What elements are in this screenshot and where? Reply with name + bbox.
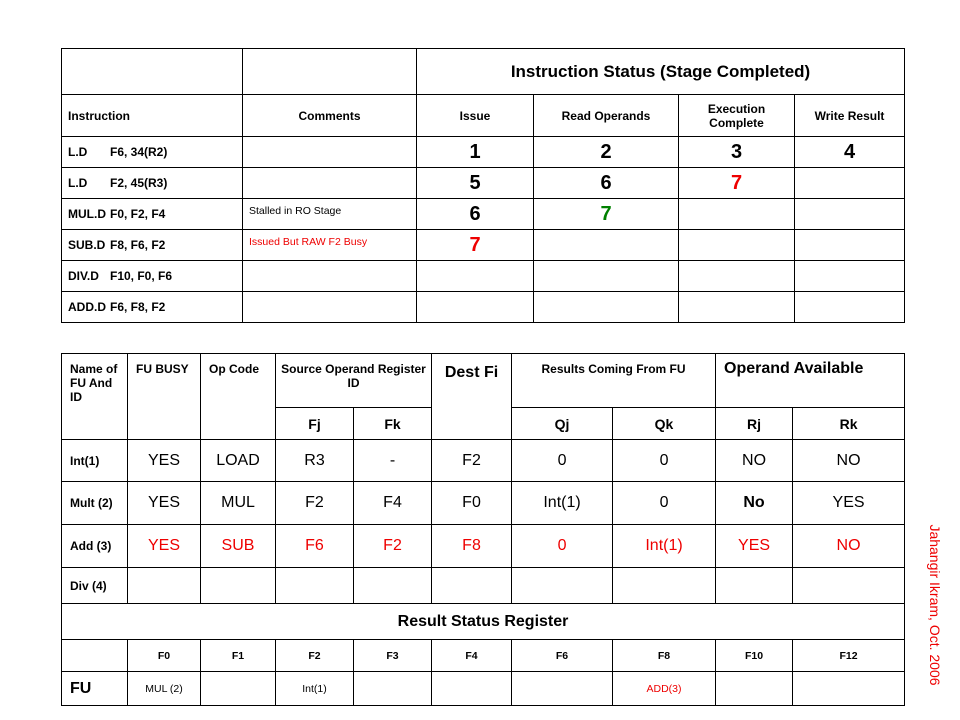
header-op-code: Op Code (201, 354, 276, 440)
instruction-cell (62, 137, 243, 168)
fi-cell: F8 (432, 525, 512, 568)
header-write-result: Write Result (795, 95, 905, 137)
header-read-operands: Read Operands (534, 95, 679, 137)
qk-cell: 0 (613, 440, 716, 482)
qj-cell: 0 (512, 440, 613, 482)
comment-cell (243, 292, 417, 323)
fi-cell: F2 (432, 440, 512, 482)
rk-cell (793, 568, 905, 604)
register-value-f6 (512, 672, 613, 706)
header-qk: Qk (613, 408, 716, 440)
fu-row (62, 482, 905, 525)
fu-row (62, 440, 905, 482)
instruction-opcode: MUL.D (68, 207, 106, 221)
fu-name-cell: Mult (2) (62, 482, 128, 525)
instruction-row (62, 137, 905, 168)
execution-complete-cell: 7 (679, 168, 795, 199)
register-header-f1: F1 (201, 640, 276, 672)
instruction-row (62, 261, 905, 292)
op-code-cell: LOAD (201, 440, 276, 482)
header-instruction: Instruction (62, 95, 243, 137)
register-header-f3: F3 (354, 640, 432, 672)
header-operand-available: Operand Available (716, 354, 905, 408)
register-value-f10 (716, 672, 793, 706)
instruction-opcode: DIV.D (68, 269, 99, 283)
qk-cell: 0 (613, 482, 716, 525)
instruction-operands: F10, F0, F6 (110, 269, 173, 283)
instruction-opcode: L.D (68, 176, 88, 190)
write-result-cell (795, 230, 905, 261)
register-value-f12 (793, 672, 905, 706)
register-header-f12: F12 (793, 640, 905, 672)
register-value-f4 (432, 672, 512, 706)
instruction-operands: F0, F2, F4 (110, 207, 166, 221)
rk-cell: NO (793, 525, 905, 568)
register-value-f2: Int(1) (276, 672, 354, 706)
fj-cell: F6 (276, 525, 354, 568)
instruction-operands: F6, 34(R2) (110, 145, 168, 159)
instruction-row (62, 168, 905, 199)
read-operands-cell: 7 (534, 199, 679, 230)
header-execution-complete: Execution Complete (679, 95, 795, 137)
instruction-opcode: ADD.D (68, 300, 106, 314)
fj-cell (276, 568, 354, 604)
fj-cell: F2 (276, 482, 354, 525)
read-operands-cell (534, 292, 679, 323)
instruction-cell (62, 168, 243, 199)
blank-cell (62, 640, 128, 672)
fk-cell (354, 568, 432, 604)
instruction-row (62, 230, 905, 261)
register-header-f8: F8 (613, 640, 716, 672)
fu-name-cell: Int(1) (62, 440, 128, 482)
instruction-row (62, 292, 905, 323)
rj-cell: NO (716, 440, 793, 482)
fu-busy-cell: YES (128, 482, 201, 525)
qk-cell: Int(1) (613, 525, 716, 568)
functional-unit-status-table (61, 353, 905, 706)
register-value-f3 (354, 672, 432, 706)
header-fu-busy: FU BUSY (128, 354, 201, 440)
execution-complete-cell (679, 199, 795, 230)
op-code-cell (201, 568, 276, 604)
qj-cell: Int(1) (512, 482, 613, 525)
rk-cell: NO (793, 440, 905, 482)
read-operands-cell: 6 (534, 168, 679, 199)
result-status-row-label: FU (62, 672, 128, 706)
execution-complete-cell: 3 (679, 137, 795, 168)
fj-cell: R3 (276, 440, 354, 482)
comment-cell: Issued But RAW F2 Busy (243, 230, 417, 261)
read-operands-cell: 2 (534, 137, 679, 168)
header-fk: Fk (354, 408, 432, 440)
result-status-title: Result Status Register (62, 604, 905, 640)
header-rk: Rk (793, 408, 905, 440)
issue-cell: 6 (417, 199, 534, 230)
instruction-status-table (61, 48, 905, 323)
header-fu-name: Name of FU And ID (62, 354, 128, 440)
fu-name-cell: Add (3) (62, 525, 128, 568)
comment-cell (243, 261, 417, 292)
instruction-operands: F8, F6, F2 (110, 238, 166, 252)
header-dest-fi: Dest Fi (432, 354, 512, 440)
issue-cell: 1 (417, 137, 534, 168)
header-results-from-fu: Results Coming From FU (512, 354, 716, 408)
read-operands-cell (534, 261, 679, 292)
register-header-f10: F10 (716, 640, 793, 672)
header-comments: Comments (243, 95, 417, 137)
instruction-row (62, 199, 905, 230)
execution-complete-cell (679, 292, 795, 323)
fk-cell: F2 (354, 525, 432, 568)
qj-cell: 0 (512, 525, 613, 568)
header-source-operand: Source Operand Register ID (276, 354, 432, 408)
issue-cell: 7 (417, 230, 534, 261)
write-result-cell (795, 292, 905, 323)
write-result-cell (795, 261, 905, 292)
instruction-operands: F6, F8, F2 (110, 300, 166, 314)
write-result-cell (795, 168, 905, 199)
register-header-f2: F2 (276, 640, 354, 672)
instruction-status-title: Instruction Status (Stage Completed) (417, 49, 905, 95)
instruction-opcode: SUB.D (68, 238, 106, 252)
instruction-cell (62, 261, 243, 292)
execution-complete-cell (679, 230, 795, 261)
register-header-f4: F4 (432, 640, 512, 672)
fu-busy-cell: YES (128, 440, 201, 482)
comment-cell (243, 168, 417, 199)
blank-cell (62, 49, 243, 95)
write-result-cell (795, 199, 905, 230)
register-header-f6: F6 (512, 640, 613, 672)
header-fj: Fj (276, 408, 354, 440)
register-value-f1 (201, 672, 276, 706)
op-code-cell: MUL (201, 482, 276, 525)
execution-complete-cell (679, 261, 795, 292)
fu-busy-cell: YES (128, 525, 201, 568)
header-qj: Qj (512, 408, 613, 440)
read-operands-cell (534, 230, 679, 261)
fu-row (62, 568, 905, 604)
qk-cell (613, 568, 716, 604)
fi-cell (432, 568, 512, 604)
instruction-opcode: L.D (68, 145, 88, 159)
qj-cell (512, 568, 613, 604)
op-code-cell: SUB (201, 525, 276, 568)
register-header-f0: F0 (128, 640, 201, 672)
rj-cell (716, 568, 793, 604)
header-issue: Issue (417, 95, 534, 137)
rj-cell: No (716, 482, 793, 525)
instruction-cell (62, 230, 243, 261)
fk-cell: F4 (354, 482, 432, 525)
instruction-cell (62, 199, 243, 230)
instruction-operands: F2, 45(R3) (110, 176, 168, 190)
fu-name-cell: Div (4) (62, 568, 128, 604)
fk-cell: - (354, 440, 432, 482)
fu-row (62, 525, 905, 568)
rk-cell: YES (793, 482, 905, 525)
register-value-f0: MUL (2) (128, 672, 201, 706)
register-value-f8: ADD(3) (613, 672, 716, 706)
comment-cell: Stalled in RO Stage (243, 199, 417, 230)
instruction-cell (62, 292, 243, 323)
rj-cell: YES (716, 525, 793, 568)
comment-cell (243, 137, 417, 168)
issue-cell: 5 (417, 168, 534, 199)
header-rj: Rj (716, 408, 793, 440)
write-result-cell: 4 (795, 137, 905, 168)
issue-cell (417, 292, 534, 323)
fi-cell: F0 (432, 482, 512, 525)
author-note: Jahangir Ikram, Oct. 2006 (927, 524, 943, 686)
fu-busy-cell (128, 568, 201, 604)
blank-cell (243, 49, 417, 95)
issue-cell (417, 261, 534, 292)
